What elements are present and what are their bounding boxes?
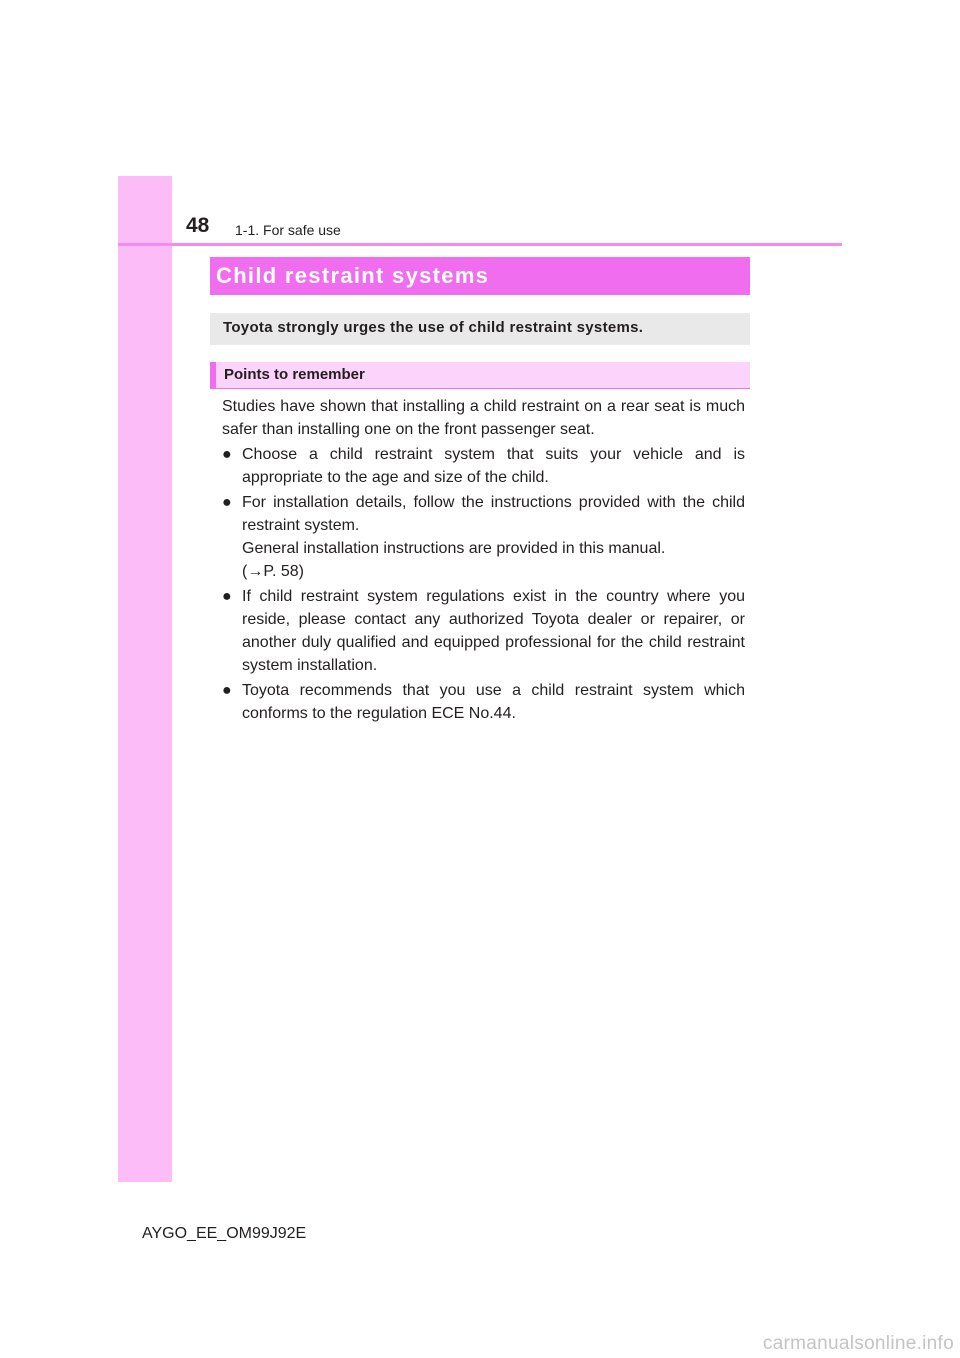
list-item [222, 585, 745, 677]
footer-manual-code: AYGO_EE_OM99J92E [142, 1225, 307, 1242]
intro-paragraph: Studies have shown that installing a child restraint on a rear seat is much safer than installing one on the front passenger seat. [222, 398, 745, 438]
list-item-text: Choose a child restraint system that suits your vehicle and is appropriate to the age and size of the child. [242, 446, 745, 486]
list-item [222, 679, 745, 725]
bullet-icon: ● [222, 682, 232, 699]
list-item [222, 491, 745, 583]
bullet-icon: ● [222, 494, 232, 511]
page-number: 48 [186, 214, 210, 237]
page-reference-link[interactable]: (→P. 58) [242, 563, 304, 580]
intro-box: Toyota strongly urges the use of child restraint systems. [210, 313, 750, 345]
list-item [222, 443, 745, 489]
list-item-text: If child restraint system regulations exist in the country where you reside, please contact any authorized Toyota dealer or repairer, or another duly qualified and equipped professional for the child restraint system installation. [242, 588, 745, 674]
section-subheading: Points to remember [210, 362, 750, 389]
body-content [222, 395, 745, 725]
bullet-icon: ● [222, 588, 232, 605]
list-item-text: For installation details, follow the instructions provided with the child restraint system. [242, 494, 745, 534]
section-label: 1-1. For safe use [235, 222, 341, 238]
bullet-list [222, 443, 745, 725]
header-divider [118, 243, 842, 246]
list-item-text: Toyota recommends that you use a child restraint system which conforms to the regulation ECE No.44. [242, 682, 745, 722]
watermark: carmanualsonline.info [762, 1333, 954, 1354]
page-title: Child restraint systems [210, 257, 750, 295]
list-item-extra: General installation instructions are provided in this manual. [242, 540, 666, 557]
bullet-icon: ● [222, 446, 232, 463]
side-tab-band [118, 176, 172, 1182]
